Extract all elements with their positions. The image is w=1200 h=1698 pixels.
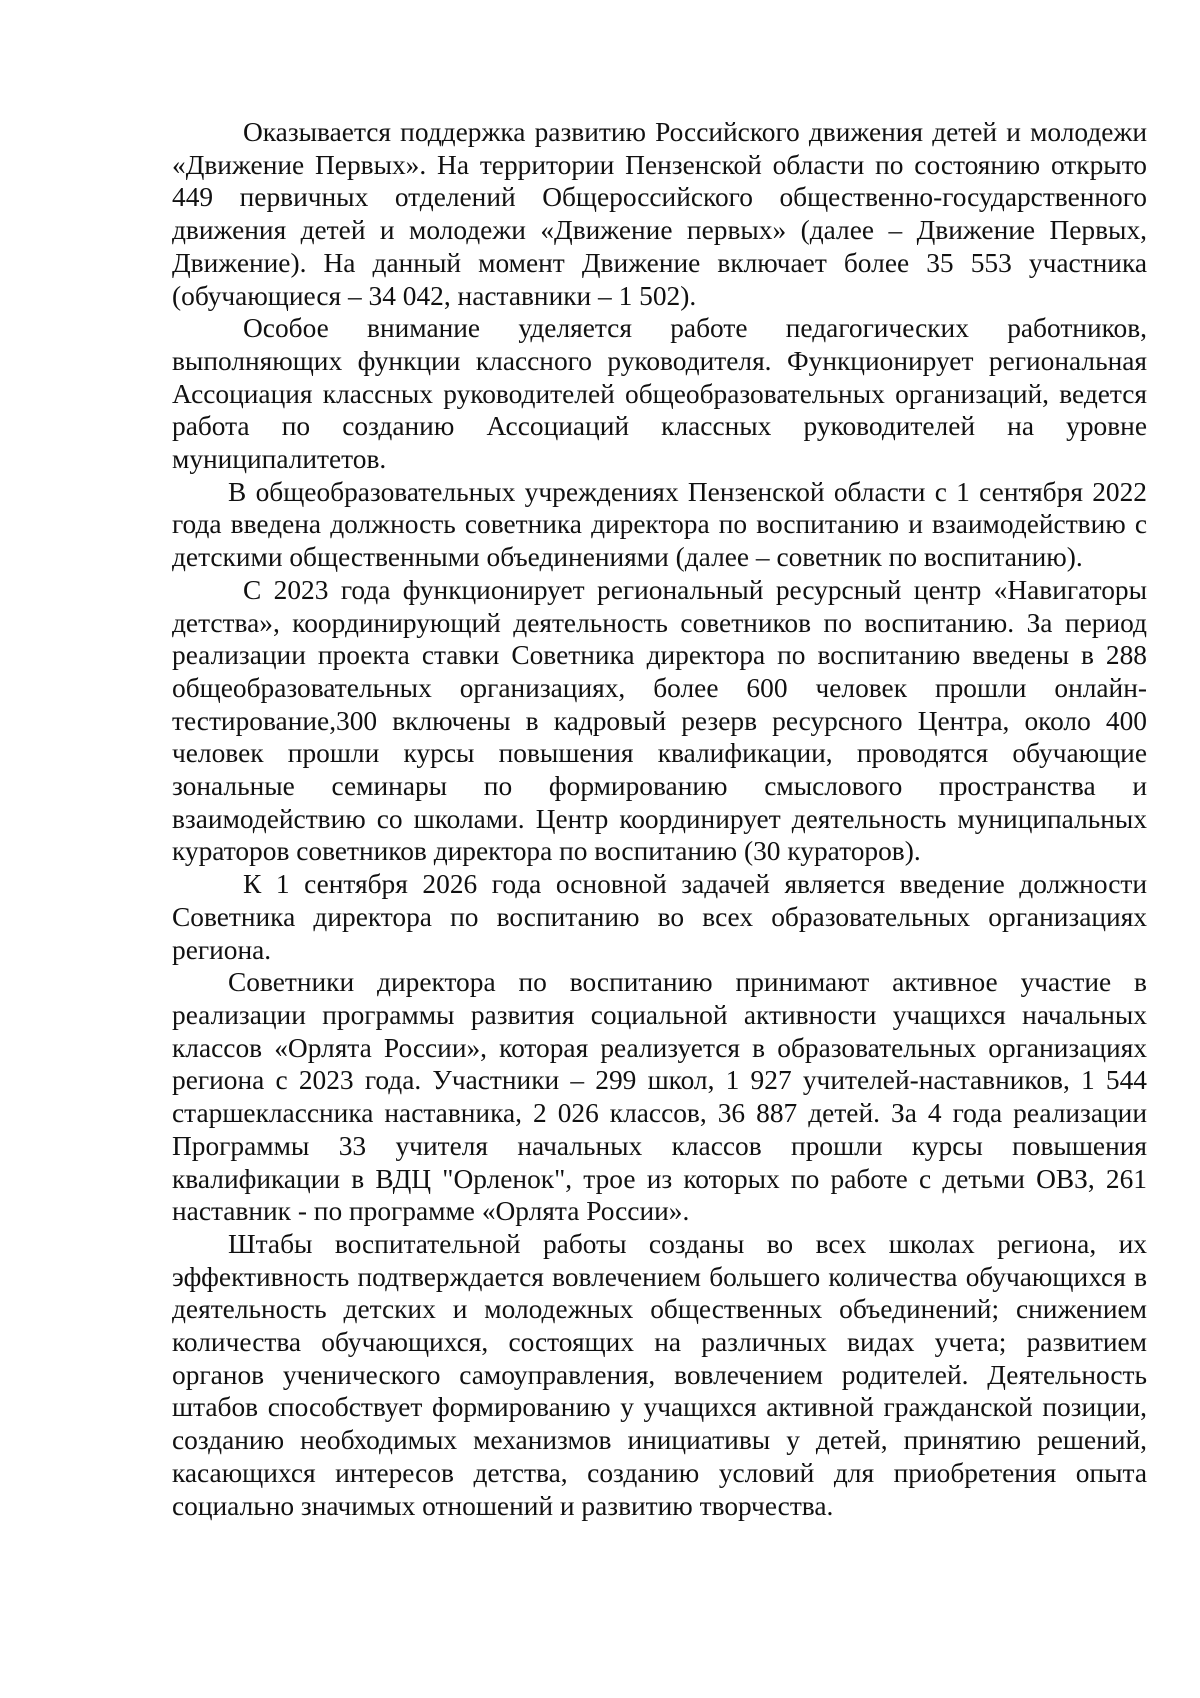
paragraph-orlyata-russia: Советники директора по воспитанию принимают активное участие в реализации программы развития социальной активности учащихся начальных классов «Орлята России», которая реализуется в образовательных организациях региона с 2023 года. Участники – 299 школ, 1 927 учителей-наставников, 1 544 старшеклассника наставника, 2 026 классов, 36 887 детей. За 4 года реализации Программы 33 учителя начальных классов прошли курсы повышения квалификации в ВДЦ "Орленок", трое из которых по работе с детьми ОВЗ, 261 наставник - по программе «Орлята России». [172, 967, 1147, 1227]
paragraph-movement-first: Оказывается поддержка развитию Российского движения детей и молодежи «Движение Первых». На территории Пензенской области по состоянию открыто 449 первичных отделений Общероссийского общественно-государственного движения детей и молодежи «Движение первых» (далее – Движение Первых, Движение). На данный момент Движение включает более 35 553 участника (обучающиеся – 34 042, наставники – 1 502). [172, 117, 1147, 311]
paragraph-resource-center: С 2023 года функционирует региональный ресурсный центр «Навигаторы детства», координирующий деятельность советников по воспитанию. За период реализации проекта ставки Советника директора по воспитанию введены в 288 общеобразовательных организациях, более 600 человек прошли онлайн-тестирование,300 включены в кадровый резерв ресурсного Центра, около 400 человек прошли курсы повышения квалификации, проводятся обучающие зональные семинары по формированию смыслового пространства и взаимодействию со школами. Центр координирует деятельность муниципальных кураторов советников директора по воспитанию (30 кураторов). [172, 574, 1147, 867]
paragraph-2026-goal: К 1 сентября 2026 года основной задачей является введение должности Советника директора по воспитанию во всех образовательных организациях региона. [172, 869, 1147, 965]
paragraph-class-teachers: Особое внимание уделяется работе педагогических работников, выполняющих функции классного руководителя. Функционирует региональная Ассоциация классных руководителей общеобразовательных организаций, ведется работа по созданию Ассоциаций классных руководителей на уровне муниципалитетов. [172, 313, 1147, 475]
paragraph-advisor-position: В общеобразовательных учреждениях Пензенской области с 1 сентября 2022 года введена должность советника директора по воспитанию и взаимодействию с детскими общественными объединениями (далее – советник по воспитанию). [172, 476, 1147, 573]
document-body [172, 116, 1147, 1522]
paragraph-headquarters: Штабы воспитательной работы созданы во всех школах региона, их эффективность подтверждается вовлечением большего количества обучающихся в деятельность детских и молодежных общественных объединений; снижением количества обучающихся, состоящих на различных видах учета; развитием органов ученического самоуправления, вовлечением родителей. Деятельность штабов способствует формированию у учащихся активной гражданской позиции, созданию необходимых механизмов инициативы у детей, принятию решений, касающихся интересов детства, созданию условий для приобретения опыта социально значимых отношений и развитию творчества. [172, 1228, 1147, 1521]
